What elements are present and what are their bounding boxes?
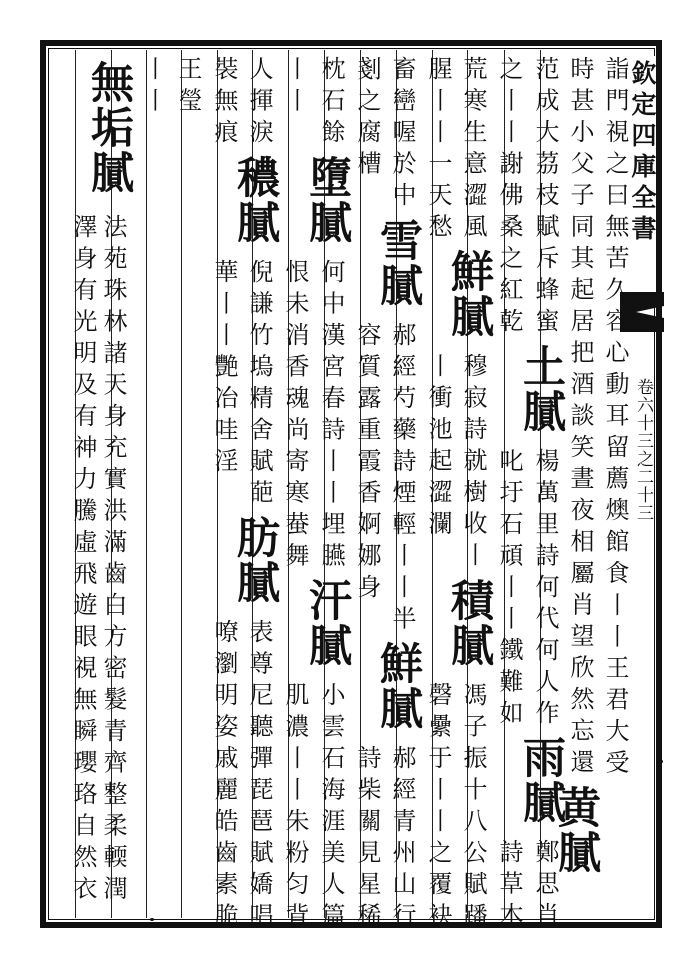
text-column — [516, 56, 566, 934]
volume-label: 卷六十三之二十三 — [633, 378, 653, 522]
ink-speck — [150, 918, 154, 921]
text-run: 何中漢宮春詩丨丨埋臙 — [317, 258, 345, 574]
text-run: 詩草木 — [495, 839, 523, 934]
entry-heading: 穠膩 — [230, 154, 280, 245]
text-run: 時甚小父子同其起居把酒談笑晝夜相屬肖望欣然忘還 — [566, 56, 594, 781]
text-run: 楊萬里詩何代何人作 — [531, 447, 559, 731]
text-run: 恨未消香魂尚寄寒蛬舞 — [281, 258, 309, 574]
text-run: 馮子振十八公賦蹯 — [459, 681, 487, 934]
text-run: 人揮淚 — [245, 56, 273, 151]
text-run: 枕石餘 — [317, 56, 345, 151]
text-run: 丨丨王君大受 — [601, 591, 629, 781]
text-run: 郝經芍藥詩煙輕丨丨半 — [388, 321, 416, 637]
text-column — [230, 56, 280, 934]
text-run: 磬纍于丨丨之覆袂 — [424, 681, 452, 934]
text-run: 表尊尼聽彈琵琶賦嬌唱 — [245, 618, 273, 934]
text-run: 容質露重霞香婀娜身 — [353, 321, 381, 605]
entry-heading: 鮮膩 — [444, 249, 494, 339]
text-run: 倪謙竹塢精舍賦葩 — [245, 258, 273, 511]
entry-heading: 雨膩 — [516, 735, 566, 825]
text-run: 丨衝池起澀瀾 — [424, 353, 452, 542]
ink-speck — [660, 760, 663, 763]
text-run: 嘹瀏明姿戚麗皓齒素脆 — [210, 618, 238, 934]
entry-heading: 土膩 — [516, 343, 566, 434]
text-run: 裝無痕 — [210, 56, 238, 151]
text-run: 詩柴關見星稀 — [353, 744, 381, 934]
text-column — [128, 56, 168, 916]
text-run: 范成大茘枝賦斥蜂蜜 — [531, 56, 559, 340]
book-title: 欽定四庫全書 — [628, 60, 657, 246]
text-run: 澤身有光明及有神力騰虛飛遊眼視無瞬瓔珞自然衣 — [69, 214, 97, 907]
text-column — [484, 56, 524, 934]
text-column — [199, 56, 239, 934]
text-run: 郝經青州山行 — [388, 744, 416, 934]
text-run: 畜巒喔於中 — [388, 56, 416, 214]
text-run: 華丨丨艷冶哇淫 — [210, 258, 238, 479]
text-column — [373, 56, 423, 934]
text-run: 剗之腐槽 — [353, 56, 381, 182]
text-run: 法苑珠林諸天身充實洪滿齒白方密髮青齊整柔輭潤 — [99, 214, 127, 907]
entry-heading: 黄膩 — [551, 784, 601, 875]
text-column — [58, 56, 98, 916]
text-run: 小雲石海涯美人篇 — [317, 681, 345, 934]
text-run: 丨丨 — [281, 56, 309, 119]
text-run: 叱圩石頑丨丨鐵難如 — [495, 447, 523, 731]
text-run: 王瑩 — [174, 56, 202, 119]
entry-heading: 鮮膩 — [373, 640, 423, 731]
entry-heading: 肪膩 — [230, 514, 280, 605]
text-column — [413, 56, 453, 934]
text-run: 肌濃丨丨朱粉匀背 — [281, 681, 309, 934]
text-run: 荒寒生意澀風 — [459, 56, 487, 245]
text-run: 鄭思肖 — [531, 839, 559, 934]
entry-heading: 雪膩 — [373, 217, 423, 308]
text-run: 穆寂詩就樹收丨 — [459, 353, 487, 574]
entry-heading: 汗膩 — [302, 577, 352, 668]
text-run: 詣門視之曰無苦久容心動耳留薦燠館食 — [601, 56, 629, 592]
entry-heading: 積膩 — [444, 577, 494, 668]
text-column — [444, 56, 494, 934]
text-run: 之丨丨謝佛桑之紅乾 — [495, 56, 523, 340]
text-column — [302, 56, 352, 934]
text-run: 丨丨 — [139, 56, 167, 119]
entry-heading: 無垢膩 — [84, 60, 134, 195]
text-column — [163, 56, 203, 916]
entry-heading: 墮膩 — [302, 154, 352, 245]
text-run: 腥丨丨一天愁 — [424, 56, 452, 245]
